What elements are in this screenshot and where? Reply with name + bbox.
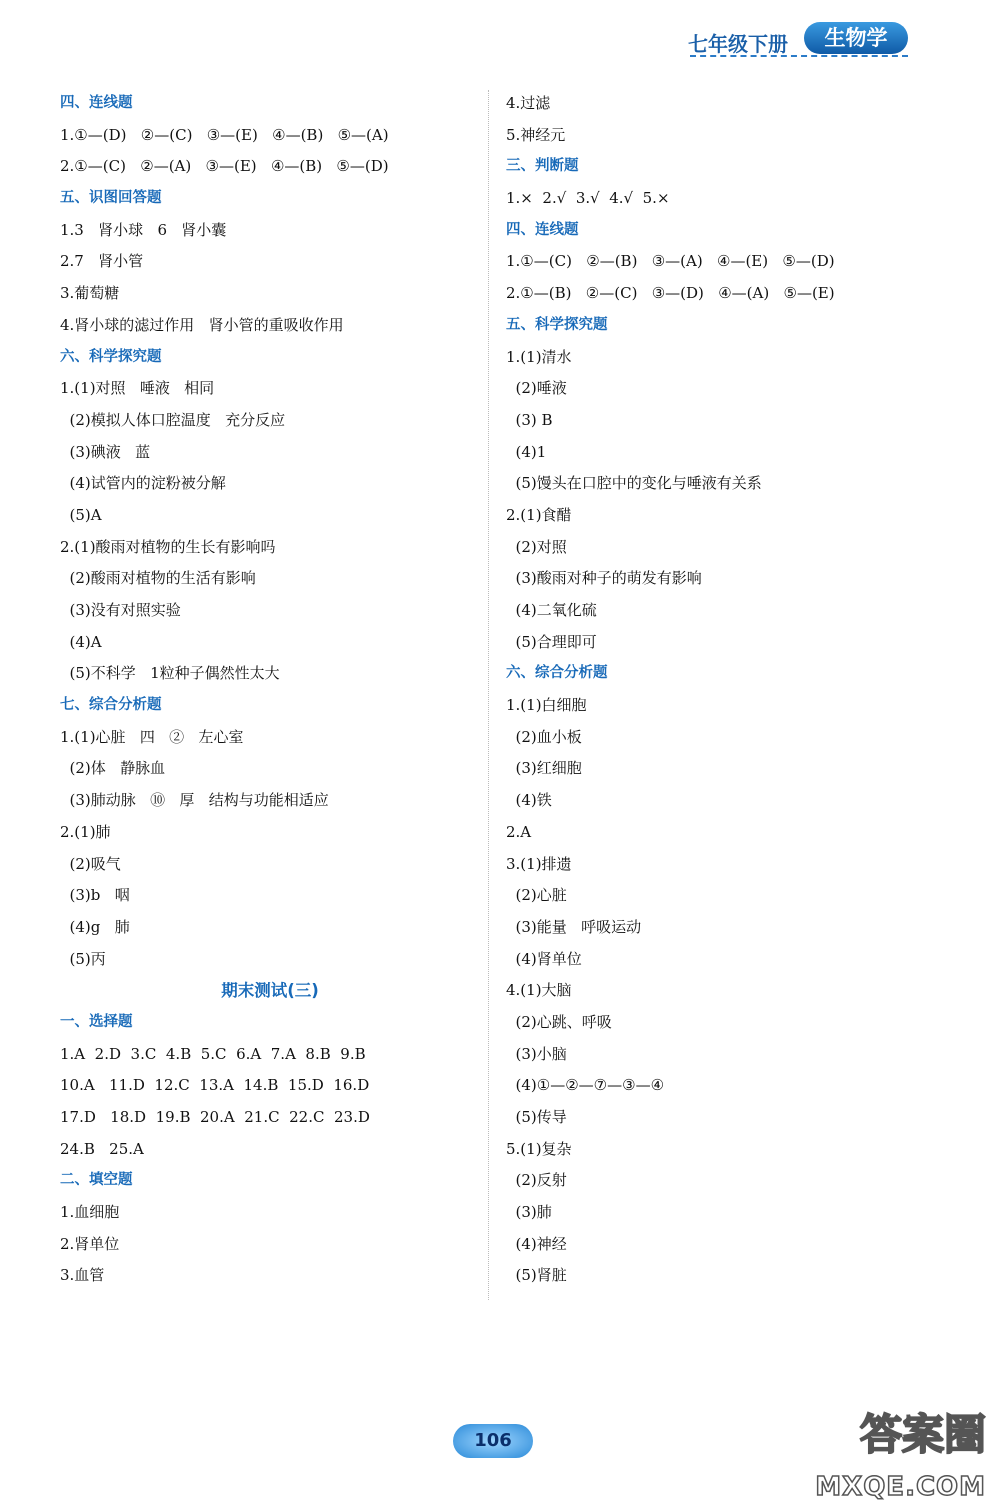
answer-line: (3)肺动脉 ⑩ 厚 结构与功能相适应 — [60, 791, 329, 810]
answer-line: 1.3 肾小球 6 肾小囊 — [60, 220, 227, 239]
answer-line: 1.(1)白细胞 — [506, 696, 587, 715]
answer-line: (5)馒头在口腔中的变化与唾液有关系 — [506, 474, 762, 493]
section-heading: 四、连线题 — [506, 221, 579, 238]
answer-line: 4.(1)大脑 — [506, 981, 572, 1000]
page-number: 106 — [453, 1424, 533, 1458]
right-column — [506, 88, 946, 1292]
answer-line: (3)b 咽 — [60, 886, 130, 905]
header-rule — [690, 55, 908, 57]
answer-line: (5)肾脏 — [506, 1266, 567, 1285]
answer-line: 1.(1)对照 唾液 相同 — [60, 379, 215, 398]
answer-line: (4)神经 — [506, 1234, 567, 1253]
answer-line: 1.(1)清水 — [506, 347, 572, 366]
answer-line: (3)能量 呼吸运动 — [506, 917, 642, 936]
answer-line: 1.A 2.D 3.C 4.B 5.C 6.A 7.A 8.B 9.B — [60, 1044, 366, 1063]
answer-line: (3)肺 — [506, 1203, 552, 1222]
answer-line: 1.血细胞 — [60, 1203, 120, 1222]
answer-line: 2.(1)酸雨对植物的生长有影响吗 — [60, 537, 276, 556]
answer-line: (2)唾液 — [506, 379, 567, 398]
answer-line: (2)吸气 — [60, 854, 121, 873]
answer-line: 2.肾单位 — [60, 1234, 120, 1253]
section-heading: 六、综合分析题 — [506, 665, 608, 682]
answer-line: (5)合理即可 — [506, 632, 597, 651]
answer-line: 1.× 2.√ 3.√ 4.√ 5.× — [506, 189, 670, 208]
answer-line: (4)1 — [506, 442, 547, 461]
section-heading: 一、选择题 — [60, 1013, 133, 1030]
answer-line: (5)传导 — [506, 1108, 567, 1126]
answer-line: (5)丙 — [60, 949, 106, 968]
answer-line: (4)①—②—⑦—③—④ — [506, 1076, 665, 1095]
answer-line: (2)模拟人体口腔温度 充分反应 — [60, 410, 286, 429]
answer-line: 2.①—(C) ②—(A) ③—(E) ④—(B) ⑤—(D) — [60, 157, 389, 176]
answer-line: (3)碘液 蓝 — [60, 442, 151, 461]
answer-line: (4)g 肺 — [60, 917, 130, 936]
answer-line: (5)A — [60, 505, 102, 524]
answer-line: (4)试管内的淀粉被分解 — [60, 474, 226, 493]
exam-title: 期末测试(三) — [221, 981, 319, 1001]
section-heading: 七、综合分析题 — [60, 697, 162, 714]
answer-line: 2.(1)食醋 — [506, 505, 572, 524]
answer-line: 17.D 18.D 19.B 20.A 21.C 22.C 23.D — [60, 1108, 370, 1126]
answer-line: 24.B 25.A — [60, 1139, 144, 1158]
section-heading: 二、填空题 — [60, 1172, 133, 1189]
left-column — [60, 88, 480, 1292]
answer-line: (2)体 静脉血 — [60, 759, 166, 778]
answer-line: (4)A — [60, 632, 102, 651]
answer-line: 1.①—(C) ②—(B) ③—(A) ④—(E) ⑤—(D) — [506, 252, 835, 271]
answer-line: (3)没有对照实验 — [60, 601, 181, 619]
answer-line: (4)肾单位 — [506, 949, 582, 968]
answer-line: 5.(1)复杂 — [506, 1139, 572, 1158]
answer-line: 2.7 肾小管 — [60, 252, 144, 271]
section-heading: 五、科学探究题 — [506, 316, 608, 333]
answer-line: 10.A 11.D 12.C 13.A 14.B 15.D 16.D — [60, 1076, 370, 1095]
answer-line: 1.(1)心脏 四 ② 左心室 — [60, 727, 244, 746]
answer-line: (3)小脑 — [506, 1044, 567, 1063]
answer-line: (2)对照 — [506, 537, 567, 556]
answer-line: (3)酸雨对种子的萌发有影响 — [506, 569, 702, 588]
watermark-logo — [796, 1402, 986, 1502]
answer-line: (3) B — [506, 410, 553, 429]
column-divider — [488, 90, 489, 1300]
answer-line: (2)血小板 — [506, 727, 582, 746]
answer-line: (2)反射 — [506, 1171, 567, 1190]
answer-line: 3.血管 — [60, 1266, 105, 1285]
subject-badge: 生物学 — [804, 22, 908, 54]
answer-line: (5)不科学 1粒种子偶然性太大 — [60, 664, 280, 683]
section-heading: 六、科学探究题 — [60, 348, 162, 365]
answer-line: (2)心脏 — [506, 886, 567, 905]
answer-line: 2.①—(B) ②—(C) ③—(D) ④—(A) ⑤—(E) — [506, 284, 835, 303]
answer-line: (4)铁 — [506, 791, 552, 810]
section-heading: 四、连线题 — [60, 95, 133, 111]
answer-line: (2)酸雨对植物的生活有影响 — [60, 569, 256, 588]
answer-line: (2)心跳、呼吸 — [506, 1012, 612, 1031]
watermark-title: 答案圈 — [859, 1410, 986, 1459]
watermark-domain: MXQE.COM — [815, 1472, 986, 1502]
grade-label: 七年级下册 — [688, 32, 788, 56]
answer-line: 4.肾小球的滤过作用 肾小管的重吸收作用 — [60, 315, 344, 334]
answer-line: (4)二氧化硫 — [506, 601, 597, 619]
answer-line: 3.葡萄糖 — [60, 284, 120, 303]
answer-line: 2.A — [506, 822, 532, 841]
answer-line: 5.神经元 — [506, 125, 566, 144]
section-heading: 三、判断题 — [506, 158, 579, 175]
answer-line: 3.(1)排遗 — [506, 854, 572, 873]
answer-line: (3)红细胞 — [506, 759, 582, 778]
answer-line: 1.①—(D) ②—(C) ③—(E) ④—(B) ⑤—(A) — [60, 125, 389, 144]
answer-line: 2.(1)肺 — [60, 822, 111, 841]
section-heading: 五、识图回答题 — [60, 190, 162, 207]
answer-line: 4.过滤 — [506, 94, 551, 112]
